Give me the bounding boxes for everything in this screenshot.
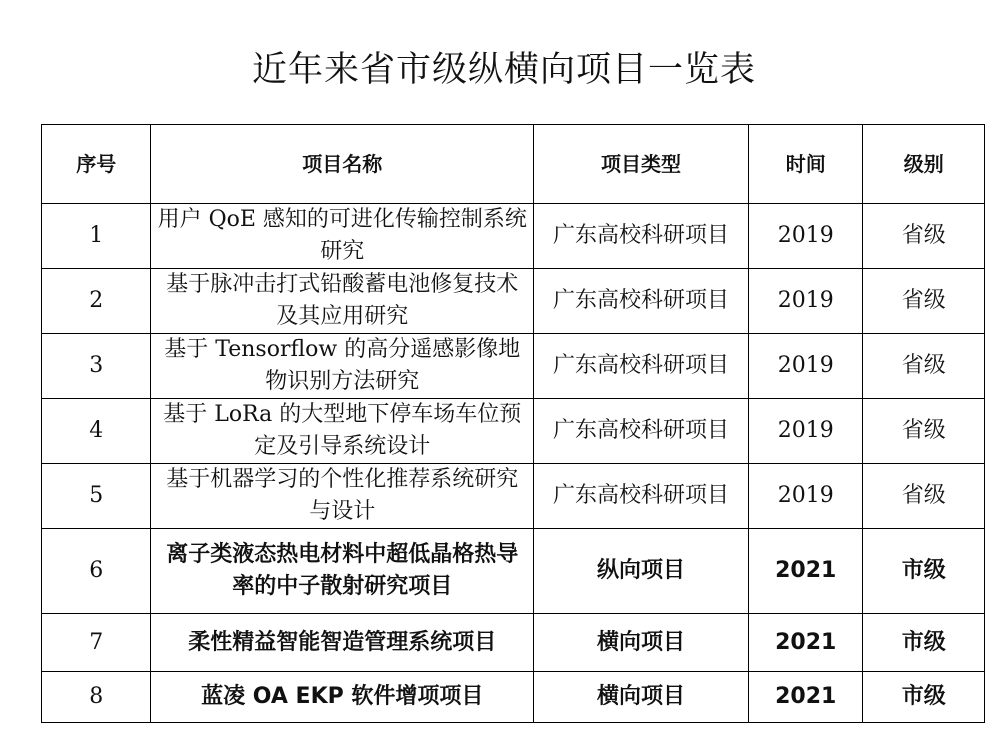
cell-level: 市级 [863, 529, 985, 614]
cell-year: 2021 [748, 614, 862, 672]
header-name: 项目名称 [151, 125, 534, 204]
cell-type: 广东高校科研项目 [534, 334, 749, 399]
cell-name: 蓝凌 OA EKP 软件增项项目 [151, 672, 534, 723]
cell-level: 省级 [863, 464, 985, 529]
header-no: 序号 [42, 125, 151, 204]
cell-name: 用户 QoE 感知的可进化传输控制系统研究 [151, 204, 534, 269]
cell-name: 离子类液态热电材料中超低晶格热导率的中子散射研究项目 [151, 529, 534, 614]
cell-type: 纵向项目 [534, 529, 749, 614]
cell-type: 广东高校科研项目 [534, 204, 749, 269]
cell-name: 基于 LoRa 的大型地下停车场车位预定及引导系统设计 [151, 399, 534, 464]
table-row [42, 204, 985, 269]
cell-level: 省级 [863, 204, 985, 269]
cell-type: 横向项目 [534, 672, 749, 723]
header-year: 时间 [748, 125, 862, 204]
table-row [42, 614, 985, 672]
cell-no: 6 [42, 529, 151, 614]
cell-no: 5 [42, 464, 151, 529]
cell-no: 1 [42, 204, 151, 269]
cell-year: 2019 [748, 334, 862, 399]
table-row [42, 334, 985, 399]
cell-level: 省级 [863, 334, 985, 399]
cell-year: 2019 [748, 464, 862, 529]
cell-year: 2019 [748, 204, 862, 269]
cell-year: 2019 [748, 399, 862, 464]
cell-level: 省级 [863, 269, 985, 334]
table-row [42, 464, 985, 529]
project-table [41, 124, 985, 723]
cell-level: 市级 [863, 672, 985, 723]
cell-no: 7 [42, 614, 151, 672]
cell-type: 横向项目 [534, 614, 749, 672]
cell-year: 2019 [748, 269, 862, 334]
table-header-row [42, 125, 985, 204]
header-level: 级别 [863, 125, 985, 204]
cell-no: 8 [42, 672, 151, 723]
cell-no: 4 [42, 399, 151, 464]
cell-name: 基于脉冲击打式铅酸蓄电池修复技术及其应用研究 [151, 269, 534, 334]
cell-no: 3 [42, 334, 151, 399]
table-row [42, 529, 985, 614]
cell-type: 广东高校科研项目 [534, 399, 749, 464]
table-row [42, 399, 985, 464]
cell-name: 柔性精益智能智造管理系统项目 [151, 614, 534, 672]
cell-level: 市级 [863, 614, 985, 672]
cell-year: 2021 [748, 529, 862, 614]
cell-no: 2 [42, 269, 151, 334]
cell-type: 广东高校科研项目 [534, 464, 749, 529]
cell-name: 基于机器学习的个性化推荐系统研究与设计 [151, 464, 534, 529]
cell-year: 2021 [748, 672, 862, 723]
table-row [42, 672, 985, 723]
cell-name: 基于 Tensorflow 的高分遥感影像地物识别方法研究 [151, 334, 534, 399]
header-type: 项目类型 [534, 125, 749, 204]
page-title: 近年来省市级纵横向项目一览表 [251, 50, 756, 90]
table-row [42, 269, 985, 334]
cell-level: 省级 [863, 399, 985, 464]
cell-type: 广东高校科研项目 [534, 269, 749, 334]
